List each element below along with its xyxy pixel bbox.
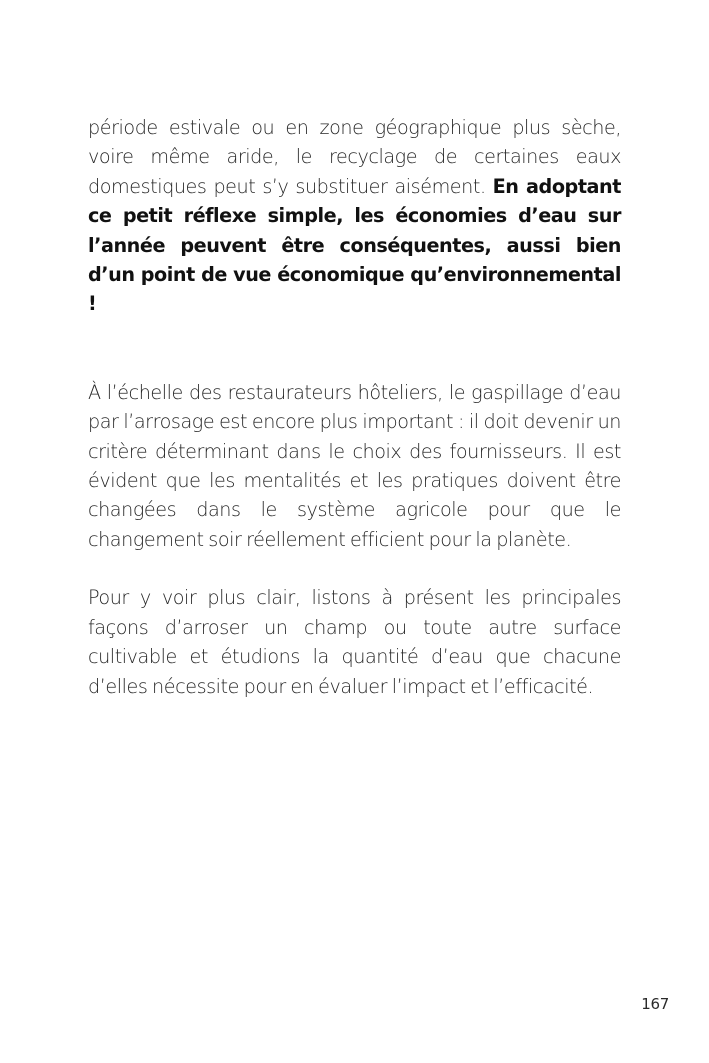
page-body — [88, 113, 621, 701]
paragraph-1 — [88, 113, 621, 319]
paragraph-3 — [88, 583, 621, 701]
page-number: 167 — [641, 995, 669, 1013]
paragraph-1-text: période estivale ou en zone géographique plus sèche, voire même aride, le recyclage de certaines eaux domestiques peut s’y substituer aisément. — [88, 116, 621, 198]
paragraph-2-text: À l’échelle des restaurateurs hôteliers, le gaspillage d’eau par l’arrosage est encore plus important : il doit devenir un critère déterminant dans le choix des fournisseurs. Il est évident que les mentalités et les pratiques doivent être changées dans le système agricole pour que le changement soir réellement efficient pour la planète. — [88, 380, 621, 551]
paragraph-2 — [88, 378, 621, 554]
paragraph-3-text: Pour y voir plus clair, listons à présent les principales façons d’arroser un champ ou toute autre surface cultivable et étudions la quantité d’eau que chacune d’elles nécessite pour en évaluer l’impact et l’efficacité. — [88, 586, 621, 698]
paragraph-1-emphasis: En adoptant ce petit réflexe simple, les économies d’eau sur l’année peuvent être conséquentes, aussi bien d’un point de vue économique qu’environnemental ! — [88, 174, 621, 316]
